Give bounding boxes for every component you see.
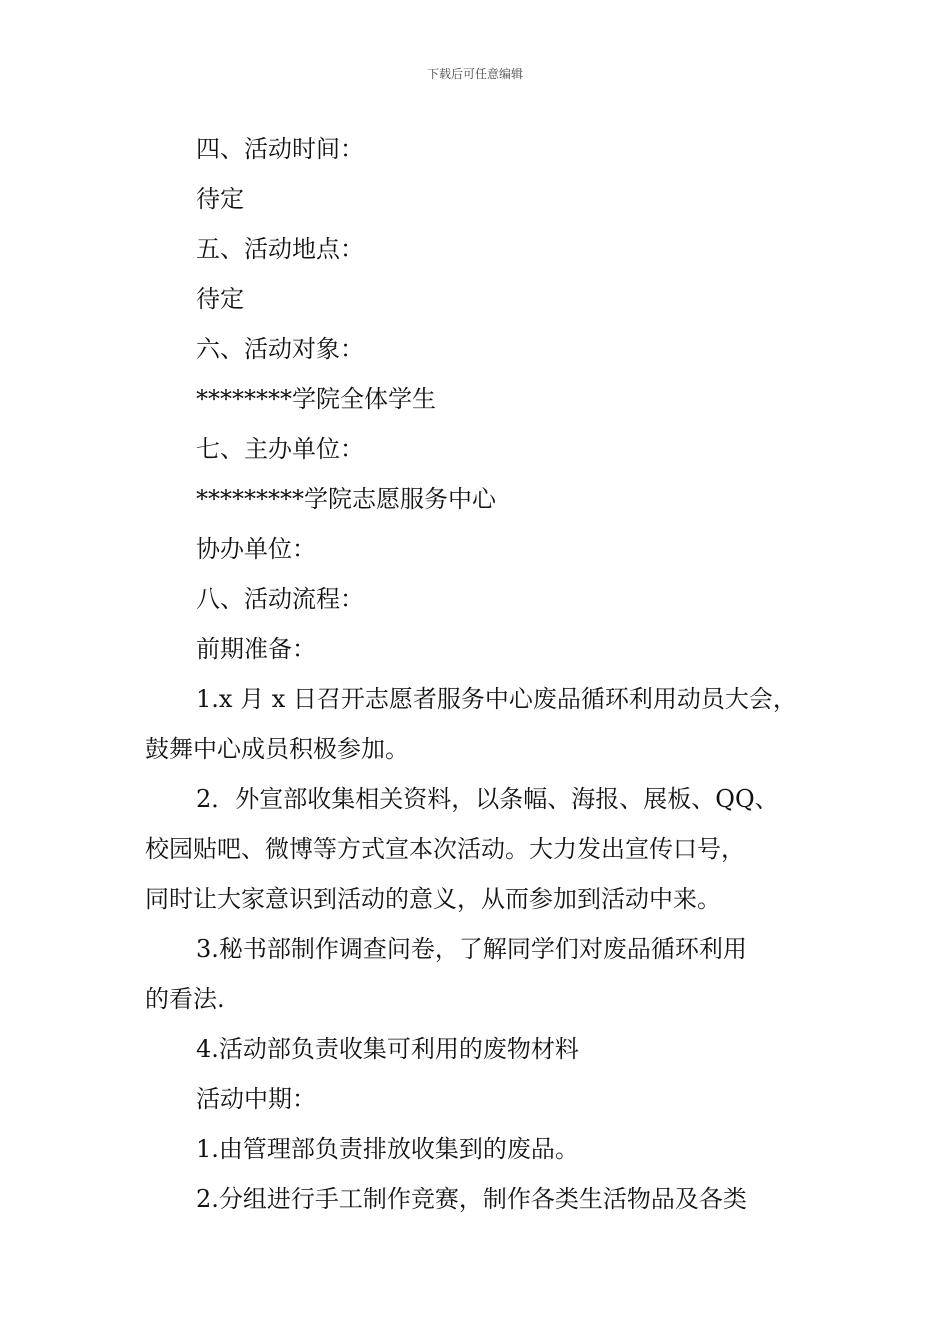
text-line: 4.活动部负责收集可利用的废物材料 [196,1035,579,1063]
text-line: 2.分组进行手工制作竞赛，制作各类生活物品及各类 [196,1185,747,1213]
page-header: 下载后可任意编辑 [426,67,523,81]
section-heading-audience: 六、活动对象： [196,335,364,363]
text-line: 1.x 月 x 日召开志愿者服务中心废品循环利用动员大会， [196,685,797,713]
text-line: 1.由管理部负责排放收集到的废品。 [196,1135,579,1163]
subheading-midterm: 活动中期： [196,1085,316,1113]
section-heading-location: 五、活动地点： [196,235,364,263]
text-line: 协办单位： [196,535,316,563]
subheading-preparation: 前期准备： [196,635,316,663]
text-line: 校园贴吧、微博等方式宣本次活动。大力发出宣传口号， [145,835,745,863]
text-line: 鼓舞中心成员积极参加。 [145,735,409,763]
text-line: 同时让大家意识到活动的意义，从而参加到活动中来。 [145,885,721,913]
section-heading-time: 四、活动时间： [196,135,364,163]
section-heading-process: 八、活动流程： [196,585,364,613]
document-body [145,124,815,1224]
section-heading-organizer: 七、主办单位： [196,435,364,463]
text-line: 2．外宣部收集相关资料，以条幅、海报、展板、QQ、 [196,785,779,813]
text-line: *********学院志愿服务中心 [196,485,496,513]
text-line: 待定 [196,285,244,313]
text-line: ********学院全体学生 [196,385,436,413]
text-line: 3.秘书部制作调查问卷，了解同学们对废品循环利用 [196,935,747,963]
text-line: 待定 [196,185,244,213]
text-line: 的看法. [145,985,225,1013]
